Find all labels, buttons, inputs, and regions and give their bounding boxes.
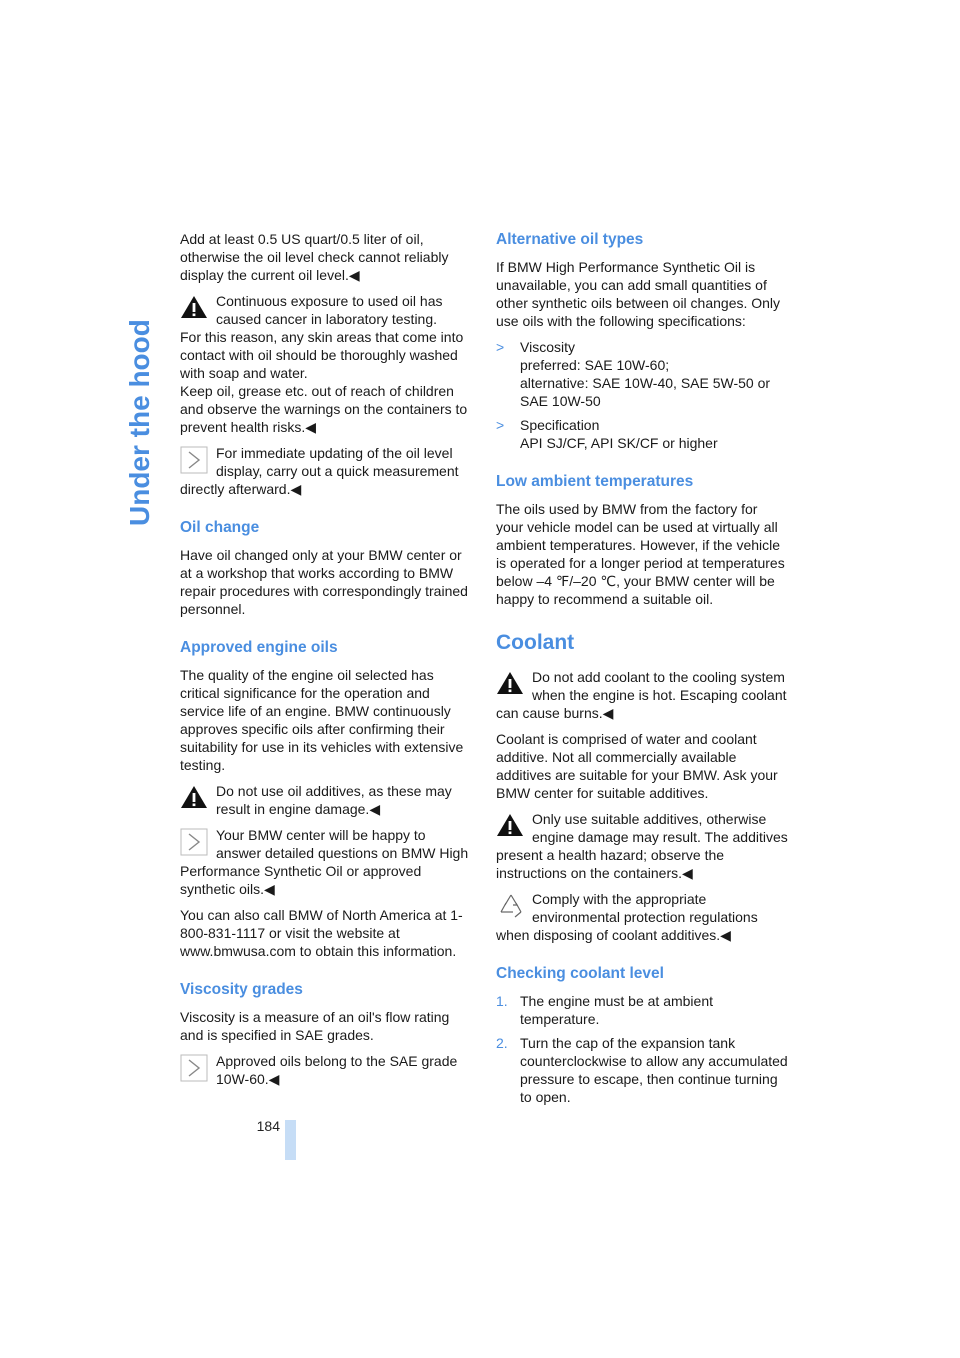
heading-low-temperatures: Low ambient temperatures	[496, 473, 694, 490]
warning-triangle-icon	[496, 812, 528, 842]
environment-note	[496, 890, 788, 944]
side-title-text: Under the hood	[124, 319, 155, 526]
tip-note	[180, 826, 472, 898]
step-item	[496, 992, 788, 1028]
list-item-text: alternative: SAE 10W-40, SAE 5W-50 or SAE 10W-50	[520, 375, 771, 409]
recycle-icon	[496, 892, 528, 922]
tip-text: For immediate updating of the oil level display, carry out a quick measurement directly afterward.	[180, 445, 459, 497]
warning-text: For this reason, any skin areas that come into contact with oil should be thoroughly washed with soap and water.	[180, 329, 464, 381]
end-mark: ◀	[290, 481, 302, 497]
warning-text: Keep oil, grease etc. out of reach of children and observe the warnings on the containers to prevent health risks.	[180, 383, 468, 435]
paragraph: Coolant is comprised of water and coolant additive. Not all commercially available additives are suitable for your BMW. Ask your BMW center for suitable additives.	[496, 731, 778, 801]
end-mark: ◀	[268, 1071, 280, 1087]
step-text: Turn the cap of the expansion tank counterclockwise to allow any accumulated pressure to escape, then continue turning to open.	[520, 1035, 788, 1105]
heading-viscosity: Viscosity grades	[180, 981, 303, 998]
heading-oil-change: Oil change	[180, 519, 260, 536]
list-item	[496, 416, 788, 452]
end-mark: ◀	[369, 801, 381, 817]
warning-text: Only use suitable additives, otherwise engine damage may result. The additives present a health hazard; observe the instructions on the containers.	[496, 811, 788, 881]
steps-list	[496, 992, 788, 1106]
list-item-text: Specification	[520, 417, 600, 433]
heading-checking-coolant: Checking coolant level	[496, 965, 664, 982]
end-mark: ◀	[682, 865, 693, 881]
paragraph: Add at least 0.5 US quart/0.5 liter of oil, otherwise the oil level check cannot reliably display the current oil level.◀	[180, 231, 449, 283]
page-number-bar	[285, 1120, 296, 1160]
left-column	[180, 230, 472, 1096]
list-item-text: preferred: SAE 10W-60;	[520, 357, 670, 373]
environment-text: Comply with the appropriate environmental protection regulations when disposing of coolant additives.	[496, 891, 758, 943]
list-item-text: Viscosity	[520, 339, 575, 355]
warning-triangle-icon	[180, 784, 212, 814]
paragraph: Have oil changed only at your BMW center or at a workshop that works according to BMW repair procedures with correspondingly trained personnel.	[180, 547, 468, 617]
paragraph: You can also call BMW of North America at 1-800-831-1117 or visit the website at www.bmwusa.com to obtain this information.	[180, 907, 463, 959]
warning-text: Do not use oil additives, as these may result in engine damage.	[216, 783, 452, 817]
end-mark: ◀	[264, 881, 275, 897]
tip-arrow-icon	[180, 828, 212, 858]
end-mark: ◀	[602, 705, 614, 721]
warning-note	[180, 782, 472, 818]
end-mark: ◀	[720, 927, 731, 943]
heading-approved-oils: Approved engine oils	[180, 639, 338, 656]
paragraph: Viscosity is a measure of an oil's flow rating and is specified in SAE grades.	[180, 1009, 450, 1043]
end-mark: ◀	[348, 267, 360, 283]
tip-text: Approved oils belong to the SAE grade 10W-60.	[216, 1053, 458, 1087]
paragraph: The oils used by BMW from the factory for your vehicle model can be used at virtually all ambient temperatures. However, if the vehicle is operated for a longer period at temperatures below –4 ℉/–20 ℃, your BMW center will be happy to recommend a suitable oil.	[496, 501, 785, 607]
heading-coolant: Coolant	[496, 631, 575, 654]
warning-text: Do not add coolant to the cooling system when the engine is hot. Escaping coolant can cause burns.	[496, 669, 787, 721]
specification-list	[496, 338, 788, 452]
step-number: 2.	[496, 1035, 508, 1051]
list-item	[496, 338, 788, 410]
paragraph: The quality of the engine oil selected has critical significance for the operation and service life of an engine. BMW continuously approves specific oils after confirming their suitability for use in its vehicles with extensive testing.	[180, 667, 464, 773]
warning-triangle-icon	[496, 670, 528, 700]
paragraph: If BMW High Performance Synthetic Oil is unavailable, you can add small quantities of other synthetic oils between oil changes. Only use oils with the following specifications:	[496, 259, 781, 329]
list-item-text: API SJ/CF, API SK/CF or higher	[520, 435, 718, 451]
end-mark: ◀	[305, 419, 317, 435]
right-column	[496, 230, 788, 1112]
bullet-marker: >	[496, 339, 505, 355]
warning-note	[496, 668, 788, 722]
warning-note	[496, 810, 788, 882]
tip-arrow-icon	[180, 446, 212, 476]
step-number: 1.	[496, 993, 508, 1009]
side-section-title	[116, 234, 156, 534]
warning-triangle-icon	[180, 294, 212, 324]
tip-note	[180, 444, 472, 498]
heading-alternative-oils: Alternative oil types	[496, 231, 644, 248]
tip-note	[180, 1052, 472, 1088]
page-number: 184	[256, 1118, 280, 1134]
tip-arrow-icon	[180, 1054, 212, 1084]
bullet-marker: >	[496, 417, 505, 433]
warning-note	[180, 292, 472, 436]
step-item	[496, 1034, 788, 1106]
warning-text: Continuous exposure to used oil has caused cancer in laboratory testing.	[216, 293, 443, 327]
step-text: The engine must be at ambient temperature.	[520, 993, 714, 1027]
tip-text: Your BMW center will be happy to answer detailed questions on BMW High Performance Synthetic Oil or approved synthetic oils.	[180, 827, 469, 897]
